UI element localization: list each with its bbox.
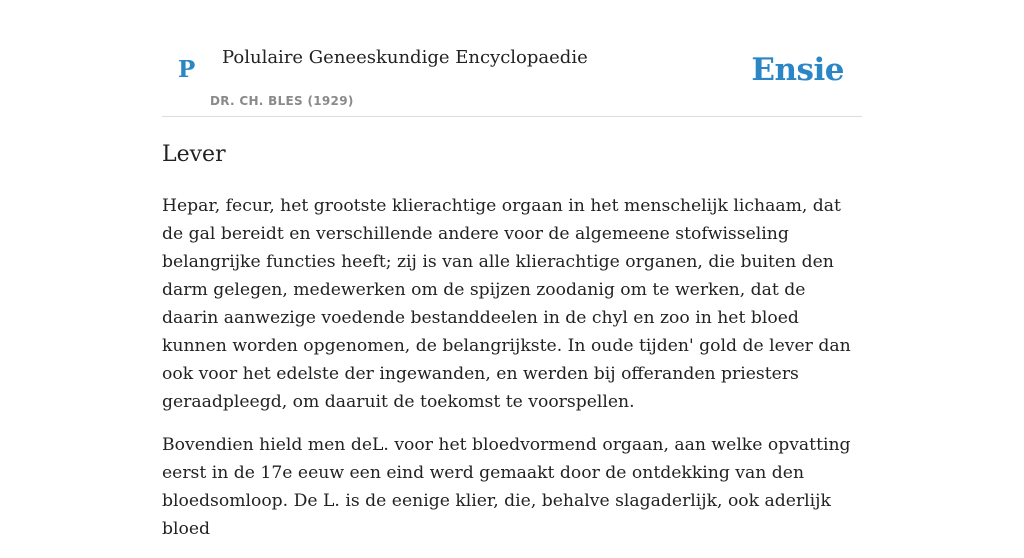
article-title: Lever: [162, 142, 226, 167]
article-body: [162, 192, 862, 558]
book-author: DR. CH. BLES (1929): [210, 94, 354, 108]
book-title-link[interactable]: Polulaire Geneeskundige Encyclopaedie: [222, 47, 588, 68]
site-logo-link[interactable]: Ensie: [751, 52, 844, 88]
book-logo-link[interactable]: P: [178, 56, 196, 83]
article-paragraph: Hepar, fecur, het grootste klierachtige orgaan in het menschelijk lichaam, dat de gal bereidt en verschillende andere voor de algemeene stofwisseling belangrijke functies heeft; zij is van alle klierachtige organen, die buiten den darm gelegen, medewerken om de spijzen zoodanig om te werken, dat de daarin aanwezige voedende bestanddeelen in de chyl en zoo in het bloed kunnen worden opgenomen, de belangrijkste. In oude tijden' gold de lever dan ook voor het edelste der ingewanden, en werden bij offeranden priesters geraadpleegd, om daaruit de toekomst te voorspellen.: [162, 196, 851, 412]
header: [162, 0, 862, 117]
article-paragraph: Bovendien hield men deL. voor het bloedvormend orgaan, aan welke opvatting eerst in de 17e eeuw een eind werd gemaakt door de ontdekking van den bloedsomloop. De L. is de eenige klier, die, behalve slagaderlijk, ook aderlijk bloed: [162, 435, 851, 539]
